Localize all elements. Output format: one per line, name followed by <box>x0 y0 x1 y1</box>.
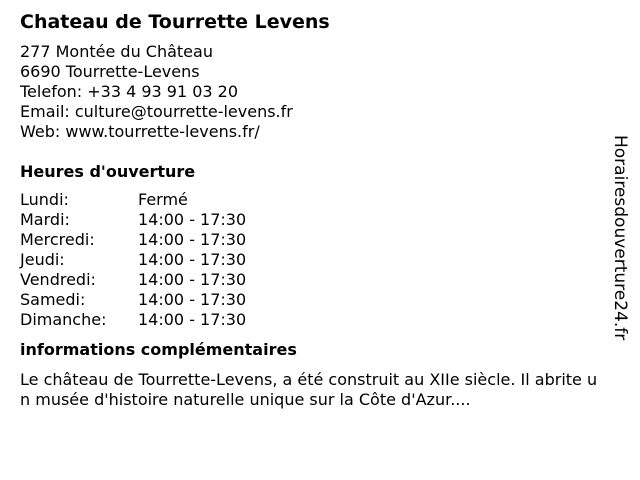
hours-row-thursday <box>20 250 600 270</box>
hours-title: Heures d'ouverture <box>20 162 196 181</box>
address-line-1: 277 Montée du Château <box>20 42 213 61</box>
email-line: Email: culture@tourrette-levens.fr <box>20 102 293 121</box>
address-line-2: 6690 Tourrette-Levens <box>20 62 200 81</box>
day-label: Lundi: <box>20 190 69 209</box>
hours-row-wednesday <box>20 230 600 250</box>
time-value: 14:00 - 17:30 <box>138 270 247 289</box>
hours-row-tuesday <box>20 210 600 230</box>
website-line: Web: www.tourrette-levens.fr/ <box>20 122 260 141</box>
day-label: Jeudi: <box>20 250 65 269</box>
time-value: 14:00 - 17:30 <box>138 230 247 249</box>
time-value: 14:00 - 17:30 <box>138 290 247 309</box>
time-value: Fermé <box>138 190 188 209</box>
day-label: Vendredi: <box>20 270 96 289</box>
business-title: Chateau de Tourrette Levens <box>20 11 330 33</box>
opening-hours-table <box>20 190 600 330</box>
hours-row-saturday <box>20 290 600 310</box>
hours-row-monday <box>20 190 600 210</box>
time-value: 14:00 - 17:30 <box>138 310 247 329</box>
hours-row-friday <box>20 270 600 290</box>
time-value: 14:00 - 17:30 <box>138 210 247 229</box>
vertical-site-watermark: Horairesdouverture24.fr <box>610 135 630 341</box>
day-label: Dimanche: <box>20 310 107 329</box>
info-description: Le château de Tourrette-Levens, a été construit au XIIe siècle. Il abrite un musée d'histoire naturelle unique sur la Côte d'Azur.... <box>20 370 598 409</box>
info-title: informations complémentaires <box>20 340 297 359</box>
business-card <box>20 10 600 410</box>
contact-block <box>20 42 600 142</box>
day-label: Mardi: <box>20 210 70 229</box>
day-label: Mercredi: <box>20 230 95 249</box>
phone-line: Telefon: +33 4 93 91 03 20 <box>20 82 239 101</box>
hours-row-sunday <box>20 310 600 330</box>
time-value: 14:00 - 17:30 <box>138 250 247 269</box>
day-label: Samedi: <box>20 290 86 309</box>
